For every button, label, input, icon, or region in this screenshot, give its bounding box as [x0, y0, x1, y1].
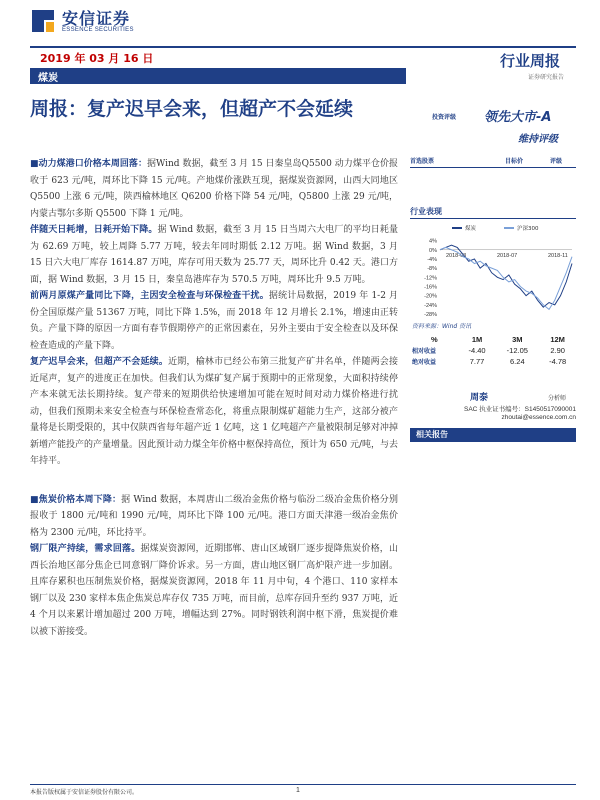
table-cell: -4.40: [468, 346, 486, 355]
table-cell: -4.78: [549, 357, 567, 366]
industry-performance-header: 行业表现: [410, 207, 442, 216]
table-header-cell: 1M: [471, 335, 483, 344]
y-tick-label: -20%: [424, 293, 437, 300]
table-cell: 6.24: [510, 357, 525, 366]
row-label: 绝对收益: [412, 359, 437, 366]
company-name-en: ESSENCE SECURITIES: [62, 27, 134, 33]
table-header-cell: 3M: [512, 335, 523, 344]
paragraph-text: 据Wind 数据，截至 3 月 15 日秦皇岛Q5500 动力煤平仓价报收于 623 元/吨，周环比下降 15 元/吨。产地煤价涨跌互现，据煤炭资源网，山西大同地区 Q5500 上涨 6 元/吨，陕西榆林地区 Q6200 价格下降 54 元/吨，Q5800 上涨 29 元/吨，内蒙古鄂尔多斯 Q5500 下降 1 元/吨。: [30, 159, 398, 219]
footer-disclaimer: 本报告版权属于安信证券股份有限公司。: [30, 789, 139, 796]
sector-bar: [30, 68, 406, 84]
y-tick-label: -12%: [424, 275, 437, 282]
report-date: 2019 年 03 月 16 日: [40, 52, 154, 65]
y-tick-label: 4%: [429, 238, 437, 245]
table-cell: -12.05: [506, 346, 528, 355]
chart-source: 资料来源：Wind 资讯: [412, 323, 472, 330]
divider: [410, 167, 576, 168]
analyst-role: 分析师: [548, 395, 567, 402]
report-title: 周报：复产迟早会来，但超产不会延续: [30, 98, 354, 120]
paragraph-heading: 前两月原煤产量同比下降，主因安全检查与环保检查干扰。: [30, 291, 269, 301]
y-tick-label: -4%: [427, 256, 437, 263]
body-paragraph: [30, 492, 398, 542]
analyst-email[interactable]: zhoutai@essence.com.cn: [501, 414, 576, 421]
body-paragraph: [30, 156, 398, 222]
company-name: 安信证券: [62, 9, 131, 28]
paragraph-heading: 复产迟早会来，但超产不会延续。: [30, 357, 169, 367]
body-paragraph: [30, 541, 398, 640]
analyst-certificate: SAC 执业证书编号：S1450517090001: [463, 406, 576, 413]
y-tick-label: 0%: [429, 247, 437, 254]
y-tick-label: -24%: [424, 302, 437, 309]
rating-column-header: 评级: [550, 158, 563, 165]
report-type: 行业周报: [500, 52, 561, 70]
x-tick-label: 2018-03: [446, 252, 467, 259]
y-tick-label: -8%: [427, 266, 437, 273]
divider: [410, 218, 576, 219]
table-cell: 2.90: [550, 346, 565, 355]
paragraph-text: 近期，榆林市已经公布第三批复产矿井名单，伴随两会接近尾声，复产的进度正在加快。但我们认为煤矿复产属于预期中的正常现象，大面积持续停产本来就无法长期持续。复产带来的短期供给快速增加可能在短时间对动力煤价格进行扰动，但我们预期未来安全检查与环保检查常态化，将重点限制煤矿超能力生产，这部分被产量将是长期受限的，其中仅陕西省每年超产近 1 亿吨，这 1 亿吨超产产量被限制足够对冲掉新增产能投产的产量增量。因此预计动力煤全年价格中枢保持高位，预计为 650 元/吨，与去年持平。: [30, 357, 398, 466]
y-tick-label: -28%: [424, 312, 437, 318]
rating-label: 投资评级: [432, 114, 457, 121]
table-row: [410, 345, 576, 356]
table-cell: 7.77: [469, 357, 485, 366]
report-subtype: 证券研究报告: [528, 74, 565, 81]
x-tick-label: 2018-07: [497, 252, 518, 259]
legend-label: 煤炭: [465, 226, 477, 232]
body-paragraph: [30, 222, 398, 288]
paragraph-heading: 伴随天日耗增，日耗开始下降。: [30, 225, 158, 235]
footer-rule: [30, 784, 576, 785]
sector-label: 煤炭: [38, 73, 58, 84]
paragraph-text: 据 Wind 数据，截至 3 月 15 日当周六大电厂的平均日耗量为 62.69 万吨，较上周降 5.77 万吨，较去年同时期低 2.12 万吨。据 Wind 数据，3 月 15 日六大电厂库存 1614.87 万吨，库存可用天数为 25.77 天，周环比升 0.42 天。港口方面，据 Wind 数据，3 月 15 日，秦皇岛港库存为 570.5 万吨，周环比升 9.5 万吨。: [30, 225, 398, 285]
analyst-name: 周泰: [470, 393, 489, 403]
logo-icon: [30, 8, 56, 34]
body-paragraph: [30, 288, 398, 354]
body-paragraph: [30, 354, 398, 470]
performance-table: [410, 334, 576, 367]
related-reports-label: 相关报告: [416, 430, 448, 439]
paragraph-text: 据 Wind 数据，本周唐山二级冶金焦价格与临汾二级冶金焦价格分别报收于 1800 元/吨和 1990 元/吨，周环比下降 100 元/吨。港口方面天津港一级冶金焦价格为 2300 元/吨，环比持平。: [30, 494, 398, 538]
paragraph-text: 据统计局数据，2019 年 1-2 月份全国原煤产量 51367 万吨，同比下降 1.5%，而 2018 年 12 月增长 2.1%，增速由正转负。产量下降的原因一方面有春节假期停产的正常因素在，另外主要由于安全检查以及环保检查造成的产量下降。: [30, 291, 398, 351]
paragraph-text: 据煤炭资源网，近期邯郸、唐山区域钢厂逐步提降焦炭价格，山西长治地区部分焦企已同意钢厂降价诉求。另一方面，唐山地区钢厂高炉限产进一步加剧。且库存累积也压制焦炭价格，据煤炭资源网，2018 年 11 月中旬，4 个港口、110 家样本钢厂以及 230 家样本焦企焦炭总库存仅 735 万吨，而目前，总库存回升至约 937 万吨，近 4 个月以来累计增加超过 200 万吨，增幅达到 27%。同时钢铁利润中枢下滑，焦炭提价难以被下游接受。: [30, 544, 398, 637]
x-tick-label: 2018-11: [548, 252, 568, 259]
maintain-rating: 维持评级: [518, 134, 558, 145]
table-row: [410, 356, 576, 367]
y-tick-label: -16%: [424, 284, 437, 291]
investment-rating: 领先大市-A: [484, 110, 552, 125]
paragraph-heading: ■动力煤港口价格本周回落：: [30, 159, 147, 169]
header-rule: [30, 46, 576, 48]
table-header-row: [410, 334, 576, 345]
report-body: [30, 156, 398, 640]
first-pick-header: 首选股票: [410, 158, 435, 165]
paragraph-heading: ■焦炭价格本周下降：: [30, 494, 122, 505]
page-number: 1: [296, 787, 300, 794]
table-header-cell: %: [431, 335, 438, 344]
target-price-header: 目标价: [505, 158, 524, 165]
row-label: 相对收益: [412, 348, 437, 355]
industry-performance-chart: [412, 222, 576, 318]
legend-label: 沪深300: [517, 226, 539, 232]
paragraph-gap: [30, 470, 398, 492]
paragraph-heading: 钢厂限产持续，需求回落。: [30, 544, 141, 554]
table-header-cell: 12M: [550, 335, 565, 344]
